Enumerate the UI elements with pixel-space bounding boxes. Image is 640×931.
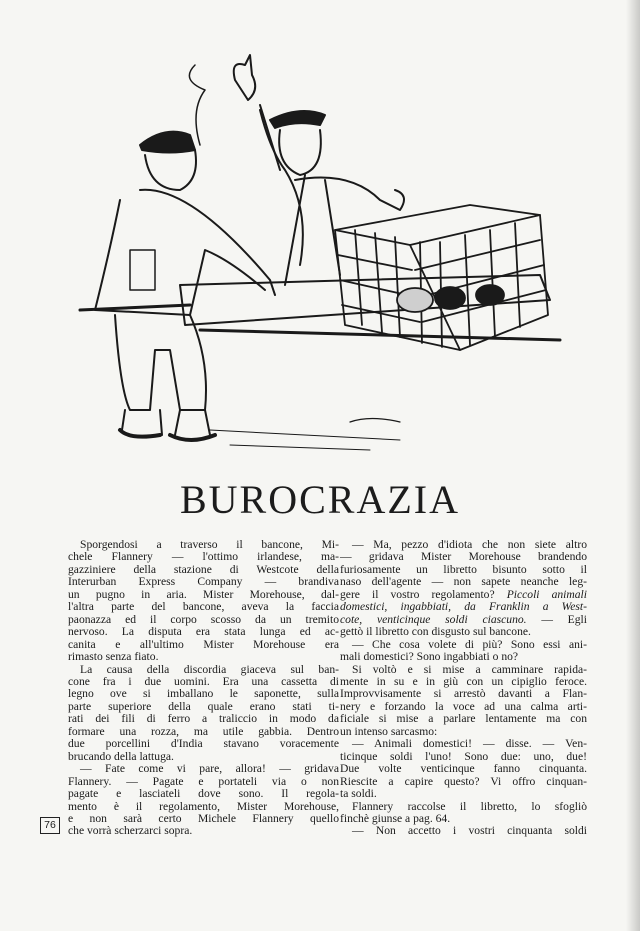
cage — [335, 205, 548, 350]
text-line: mente in su e in giù con un cipiglio feroce. — [340, 674, 587, 688]
text-line: ta soldi. — [340, 787, 377, 801]
text-line: chele Flannery — l'ottimo irlandese, ma- — [68, 550, 339, 564]
cartoon-illustration — [70, 50, 590, 470]
text-line: Flannery raccolse il libretto, lo sfogliò — [352, 799, 587, 813]
morehouse-figure — [234, 55, 404, 285]
artist-signature — [350, 419, 400, 423]
text-line: furiosamente un libretto bisunto sotto il — [340, 562, 587, 576]
text-line: Due volte venticinque fanno cinquanta. — [340, 762, 587, 776]
text-line: rati dei fili di ferro a traliccio in modo da — [68, 712, 339, 726]
text-line: Flannery. — Pagate e portateli via o non — [68, 774, 339, 788]
text-line: La causa della discordia giaceva sul ban- — [80, 662, 339, 676]
text-column-left — [68, 539, 339, 838]
text-line: Improvvisamente si arrestò davanti a Flan- — [340, 687, 587, 701]
text-line: pagate e lasciateli dove sono. Il regola- — [68, 787, 339, 801]
text-line: un intenso sarcasmo: — [340, 724, 438, 738]
text-line: nervoso. La disputa era stata lunga ed ac- — [68, 625, 339, 639]
text-line: cone fra i due uomini. Era una cassetta di — [68, 674, 339, 688]
text-line: brucando della lattuga. — [68, 749, 174, 763]
article-title: BUROCRAZIA — [179, 477, 461, 522]
text-line: parte superiore della quale erano stati ti- — [68, 699, 339, 713]
italic-text: Piccoli animali — [506, 587, 587, 601]
text-line: rimasto senza fiato. — [68, 650, 159, 664]
text-line: — Non accetto i vostri cinquanta soldi — [352, 824, 587, 838]
text-line: paonazza ed il corpo scosso da un tremito — [68, 612, 339, 626]
text-line: ficiale si mise a parlare lentamente ma con — [340, 712, 587, 726]
text-line: formare una rozza, ma utile gabbia. Dentro — [68, 724, 339, 738]
page-number: 76 — [40, 817, 60, 834]
text-segment: gere il vostro regolamento? — [340, 587, 507, 601]
text-line: — Che cosa volete di più? Sono essi ani- — [352, 637, 587, 651]
text-segment: — Egli — [526, 612, 588, 626]
text-line: gettò il libretto con disgusto sul bancone. — [340, 625, 531, 639]
text-line: canita e all'ultimo Mister Morehouse era — [68, 637, 339, 651]
text-line: Interurban Express Company — brandiva — [68, 575, 339, 589]
text-line: naso dell'agente — non sapete neanche leg- — [340, 575, 587, 589]
text-line: nery e forzando la voce ad una calma arti- — [340, 699, 587, 713]
text-line: Sporgendosi a traverso il bancone, Mi- — [80, 538, 339, 551]
text-line: legno ove si imballano le saponette, sulla — [68, 687, 339, 701]
italic-text: domestici, ingabbiati, da Franklin a West- — [340, 600, 587, 614]
text-line: finchè giunse a pag. 64. — [340, 811, 451, 825]
text-line: Si voltò e si mise a camminare rapida- — [352, 662, 587, 676]
italic-text: cote, venticinque soldi ciascuno. — [340, 612, 527, 626]
text-line: mali domestici? Sono ingabbiati o no? — [340, 650, 519, 664]
text-line: — gridava Mister Morehouse brandendo — [340, 550, 587, 564]
text-line: — Animali domestici! — disse. — Ven- — [352, 737, 587, 751]
text-line: ticinque soldi l'uno! Sono due: uno, due! — [340, 749, 587, 763]
text-column-right — [340, 539, 587, 838]
text-line: e non sarà certo Michele Flannery quello — [68, 811, 339, 825]
text-line: gazziniere della stazione di Westcote della — [68, 562, 339, 576]
page-edge-shadow — [626, 0, 640, 931]
text-line: che vorrà scherzarci sopra. — [68, 824, 193, 838]
text-line: due porcellini d'India stavano voracemente — [68, 737, 339, 751]
text-line: un pugno in aria. Mister Morehouse, dal- — [68, 587, 339, 601]
text-line: l'altra parte del bancone, aveva la faccia — [68, 600, 339, 614]
text-line: Riescite a capire questo? Vi offro cinquan- — [340, 774, 587, 788]
text-line: mento è il regolamento, Mister Morehouse, — [68, 799, 339, 813]
text-line: — Ma, pezzo d'idiota che non siete altro — [352, 538, 587, 551]
flannery-figure — [95, 65, 275, 440]
text-line: — Fate come vi pare, allora! — gridava — [80, 762, 339, 776]
